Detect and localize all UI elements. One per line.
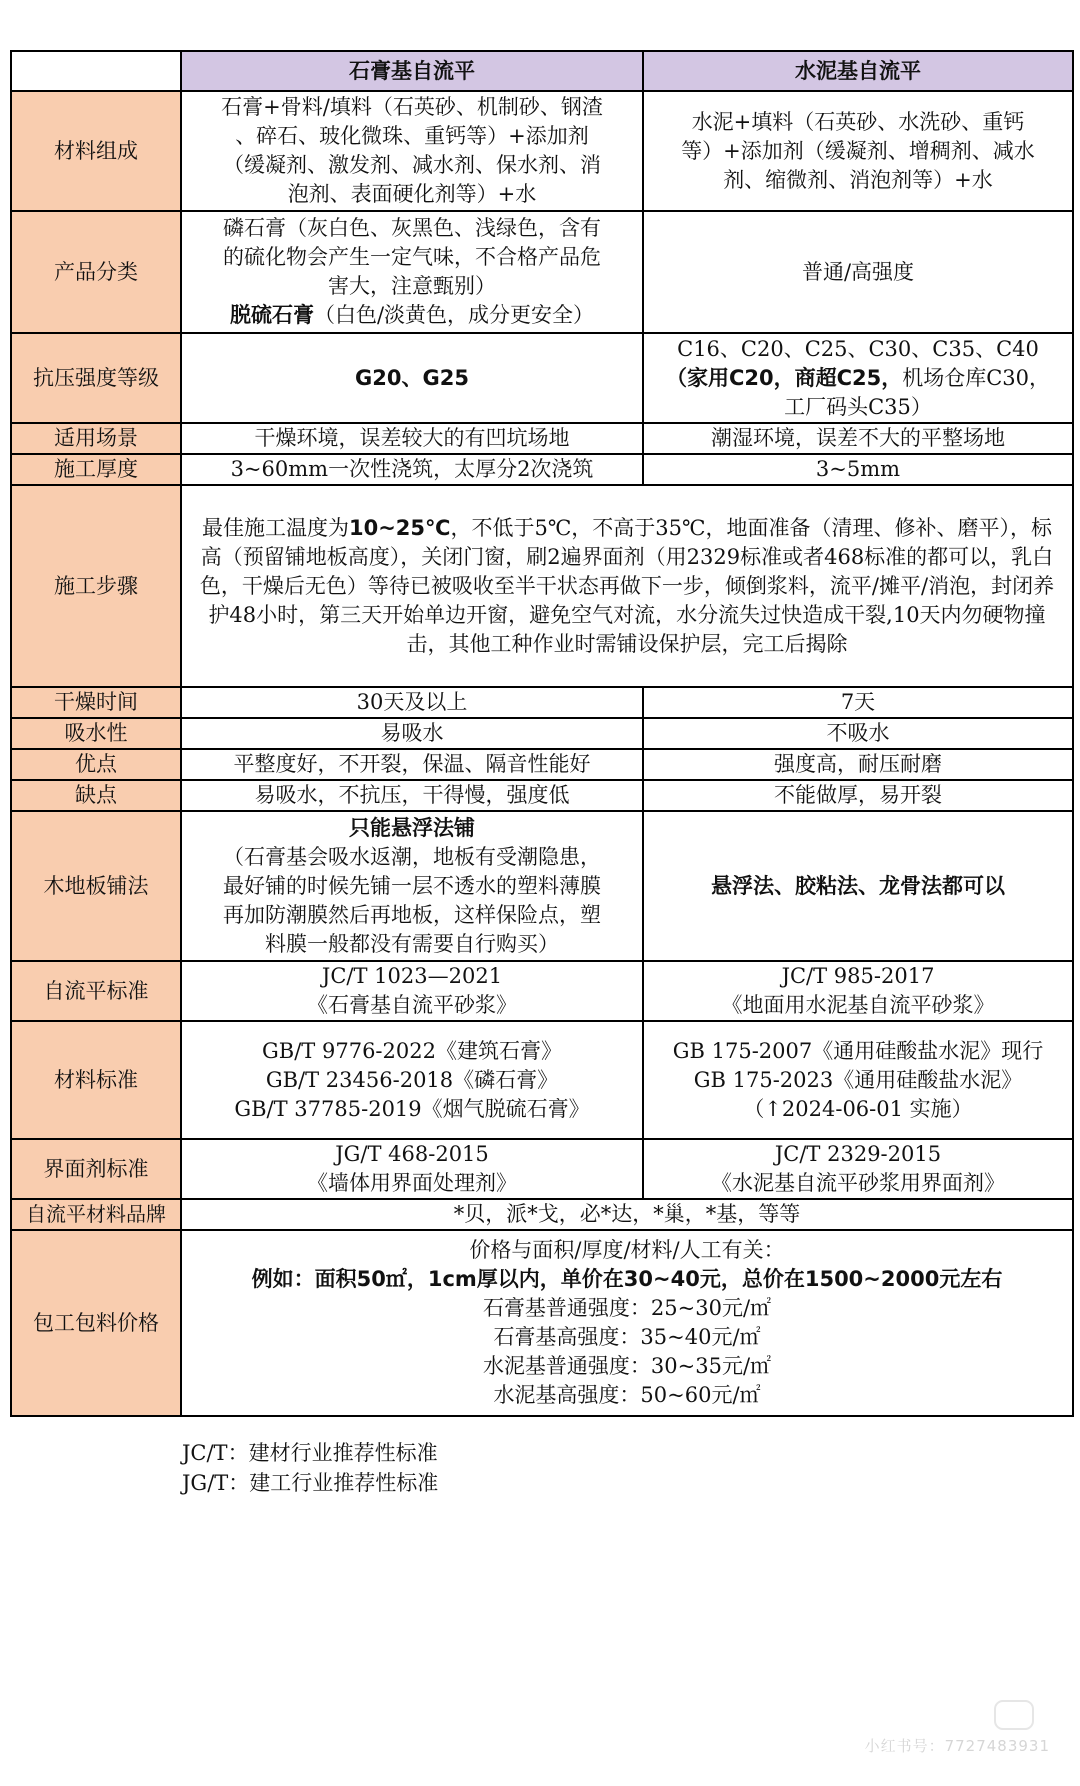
- text-line: GB 175-2023《通用硅酸盐水泥》: [693, 1067, 1023, 1092]
- row-material: [11, 91, 1073, 211]
- text-pre: 最佳施工温度为: [201, 515, 349, 540]
- text-line: JC/T 1023—2021: [321, 964, 503, 988]
- text-line: 剂、缩微剂、消泡剂等）+水: [723, 167, 993, 192]
- text-line: 最好铺的时候先铺一层不透水的塑料薄膜: [223, 873, 601, 898]
- row-scene: [11, 423, 1073, 454]
- text-line: GB 175-2007《通用硅酸盐水泥》现行: [672, 1038, 1044, 1063]
- text-line: 磷石膏（灰白色、灰黑色、浅绿色，含有: [223, 216, 601, 240]
- text-line: JC/T 985-2017: [781, 964, 935, 988]
- text-line: 水泥+填料（石英砂、水洗砂、重钙: [691, 109, 1025, 134]
- cement-scene: 潮湿环境，误差不大的平整场地: [643, 423, 1073, 454]
- text-line: [650, 364, 1066, 393]
- footnote: JC/T：建材行业推荐性标准: [182, 1441, 438, 1465]
- cement-pros: 强度高，耐压耐磨: [643, 749, 1073, 780]
- text-line: C16、C20、C25、C30、C35、C40: [677, 336, 1039, 361]
- cement-selfstd: [643, 961, 1073, 1021]
- row-label: 木地板铺法: [11, 811, 181, 961]
- text-line: 泡剂、表面硬化剂等）+水: [287, 182, 537, 206]
- row-label: 抗压强度等级: [11, 333, 181, 423]
- row-ifstd: [11, 1139, 1073, 1199]
- text-body: ，不低于5℃，不高于35℃，地面准备（清理、修补、磨平），标高（预留铺地板高度），关闭门窗，刷2遍界面剂（用2329标准或者468标准的都可以，乳白色，干燥后无色）等待已被吸收至半干状态再做下一步，倾倒浆料，流平/摊平/消泡，封闭养护48小时，第三天开始单边开窗，避免空气对流，水分流失过快造成干裂,10天内勿硬物撞击，其他工种作业时需铺设保护层，完工后揭除: [199, 515, 1055, 656]
- footnotes: [182, 1438, 438, 1498]
- row-label: 缺点: [11, 780, 181, 811]
- gypsum-wood: [181, 811, 643, 961]
- text-line: GB/T 9776-2022《建筑石膏》: [262, 1038, 562, 1063]
- header-cement: 水泥基自流平: [643, 51, 1073, 91]
- row-price: [11, 1230, 1073, 1416]
- row-label: 适用场景: [11, 423, 181, 454]
- text-line: 料膜一般都没有需要自行购买）: [265, 931, 559, 956]
- row-wood: [11, 811, 1073, 961]
- row-label: 产品分类: [11, 211, 181, 333]
- row-pros: [11, 749, 1073, 780]
- cement-category: 普通/高强度: [643, 211, 1073, 333]
- gypsum-thickness: 3~60mm一次性浇筑，太厚分2次浇筑: [181, 454, 643, 485]
- comparison-table: [10, 50, 1074, 1417]
- text-line: JC/T 2329-2015: [774, 1142, 942, 1166]
- watermark: 小红书号：7727483931: [864, 1737, 1050, 1755]
- gypsum-dry: 30天及以上: [181, 687, 643, 718]
- row-label: 吸水性: [11, 718, 181, 749]
- cement-dry: 7天: [643, 687, 1073, 718]
- gypsum-category: [181, 211, 643, 333]
- text-line: [188, 301, 636, 330]
- bold-text: （家用C20，商超C25，: [665, 365, 903, 390]
- row-label: 优点: [11, 749, 181, 780]
- bold-text: 例如：面积50㎡，1cm厚以内，单价在30~40元，总价在1500~2000元左右: [251, 1267, 1003, 1291]
- text-line: 《水泥基自流平砂浆用界面剂》: [711, 1171, 1005, 1195]
- row-label: 干燥时间: [11, 687, 181, 718]
- gypsum-selfstd: [181, 961, 643, 1021]
- brand-value: *贝，派*戈，必*达，*巢，*基，等等: [181, 1199, 1073, 1230]
- text-line: 石膏基高强度：35~40元/㎡: [493, 1325, 761, 1349]
- cement-cons: 不能做厚，易开裂: [643, 780, 1073, 811]
- row-label: 包工包料价格: [11, 1230, 181, 1416]
- row-brand: [11, 1199, 1073, 1230]
- cement-wood: 悬浮法、胶粘法、龙骨法都可以: [643, 811, 1073, 961]
- text-line: 工厂码头C35）: [784, 394, 932, 419]
- row-selfstd: [11, 961, 1073, 1021]
- cement-strength: [643, 333, 1073, 423]
- row-label: 施工步骤: [11, 485, 181, 687]
- row-steps: [11, 485, 1073, 687]
- watermark-logo-icon: [994, 1700, 1034, 1730]
- text-line: 《墙体用界面处理剂》: [307, 1171, 517, 1195]
- text-line: 《地面用水泥基自流平砂浆》: [721, 993, 995, 1017]
- row-label: 自流平材料品牌: [11, 1199, 181, 1230]
- gypsum-scene: 干燥环境，误差较大的有凹坑场地: [181, 423, 643, 454]
- cement-material: [643, 91, 1073, 211]
- text-line: 、碎石、玻化微珠、重钙等）+添加剂: [235, 124, 589, 148]
- text-line: （↑2024-06-01 实施）: [743, 1096, 973, 1121]
- row-absorb: [11, 718, 1073, 749]
- text-line: JG/T 468-2015: [335, 1142, 489, 1166]
- header-gypsum: 石膏基自流平: [181, 51, 643, 91]
- text-line: 等）+添加剂（缓凝剂、增稠剂、减水: [681, 138, 1035, 163]
- text-line: 水泥基普通强度：30~35元/㎡: [482, 1354, 772, 1378]
- gypsum-strength: G20、G25: [181, 333, 643, 423]
- table-header-row: [11, 51, 1073, 91]
- row-label: 界面剂标准: [11, 1139, 181, 1199]
- bold-text: 脱硫石膏: [229, 303, 314, 327]
- row-matstd: [11, 1021, 1073, 1139]
- text-line: （缓凝剂、激发剂、减水剂、保水剂、消: [223, 153, 601, 177]
- steps-text: [181, 485, 1073, 687]
- row-dry: [11, 687, 1073, 718]
- gypsum-cons: 易吸水，不抗压，干得慢，强度低: [181, 780, 643, 811]
- row-thickness: [11, 454, 1073, 485]
- cement-thickness: 3~5mm: [643, 454, 1073, 485]
- cement-absorb: 不吸水: [643, 718, 1073, 749]
- text-line: 的硫化物会产生一定气味，不合格产品危: [223, 245, 601, 269]
- text-line: GB/T 23456-2018《磷石膏》: [265, 1067, 559, 1092]
- gypsum-material: [181, 91, 643, 211]
- text-line: 水泥基高强度：50~60元/㎡: [493, 1383, 761, 1407]
- gypsum-absorb: 易吸水: [181, 718, 643, 749]
- row-label: 自流平标准: [11, 961, 181, 1021]
- text-line: 再加防潮膜然后再地板，这样保险点，塑: [223, 902, 601, 927]
- text-line: 害大，注意甄别）: [328, 274, 496, 298]
- row-label: 施工厚度: [11, 454, 181, 485]
- text-line: 价格与面积/厚度/材料/人工有关：: [469, 1238, 785, 1262]
- footnote: JG/T：建工行业推荐性标准: [182, 1471, 439, 1495]
- bold-text: 10~25℃: [348, 515, 451, 540]
- text-line: 石膏+骨料/填料（石英砂、机制砂、钢渣: [221, 95, 603, 119]
- gypsum-pros: 平整度好，不开裂，保温、隔音性能好: [181, 749, 643, 780]
- row-category: [11, 211, 1073, 333]
- text-tail: 机场仓库C30，: [902, 365, 1051, 390]
- row-cons: [11, 780, 1073, 811]
- gypsum-ifstd: [181, 1139, 643, 1199]
- price-text: [181, 1230, 1073, 1416]
- text-line: GB/T 37785-2019《烟气脱硫石膏》: [234, 1096, 590, 1121]
- text-line: 《石膏基自流平砂浆》: [307, 993, 517, 1017]
- header-corner: [11, 51, 181, 91]
- row-strength: [11, 333, 1073, 423]
- text-line: 石膏基普通强度：25~30元/㎡: [482, 1296, 772, 1320]
- cement-matstd: [643, 1021, 1073, 1139]
- cement-ifstd: [643, 1139, 1073, 1199]
- text-line: （石膏基会吸水返潮，地板有受潮隐患，: [223, 844, 601, 869]
- row-label: 材料标准: [11, 1021, 181, 1139]
- bold-text: 只能悬浮法铺: [349, 815, 475, 840]
- gypsum-matstd: [181, 1021, 643, 1139]
- row-label: 材料组成: [11, 91, 181, 211]
- text-tail: （白色/淡黄色，成分更安全）: [313, 303, 595, 327]
